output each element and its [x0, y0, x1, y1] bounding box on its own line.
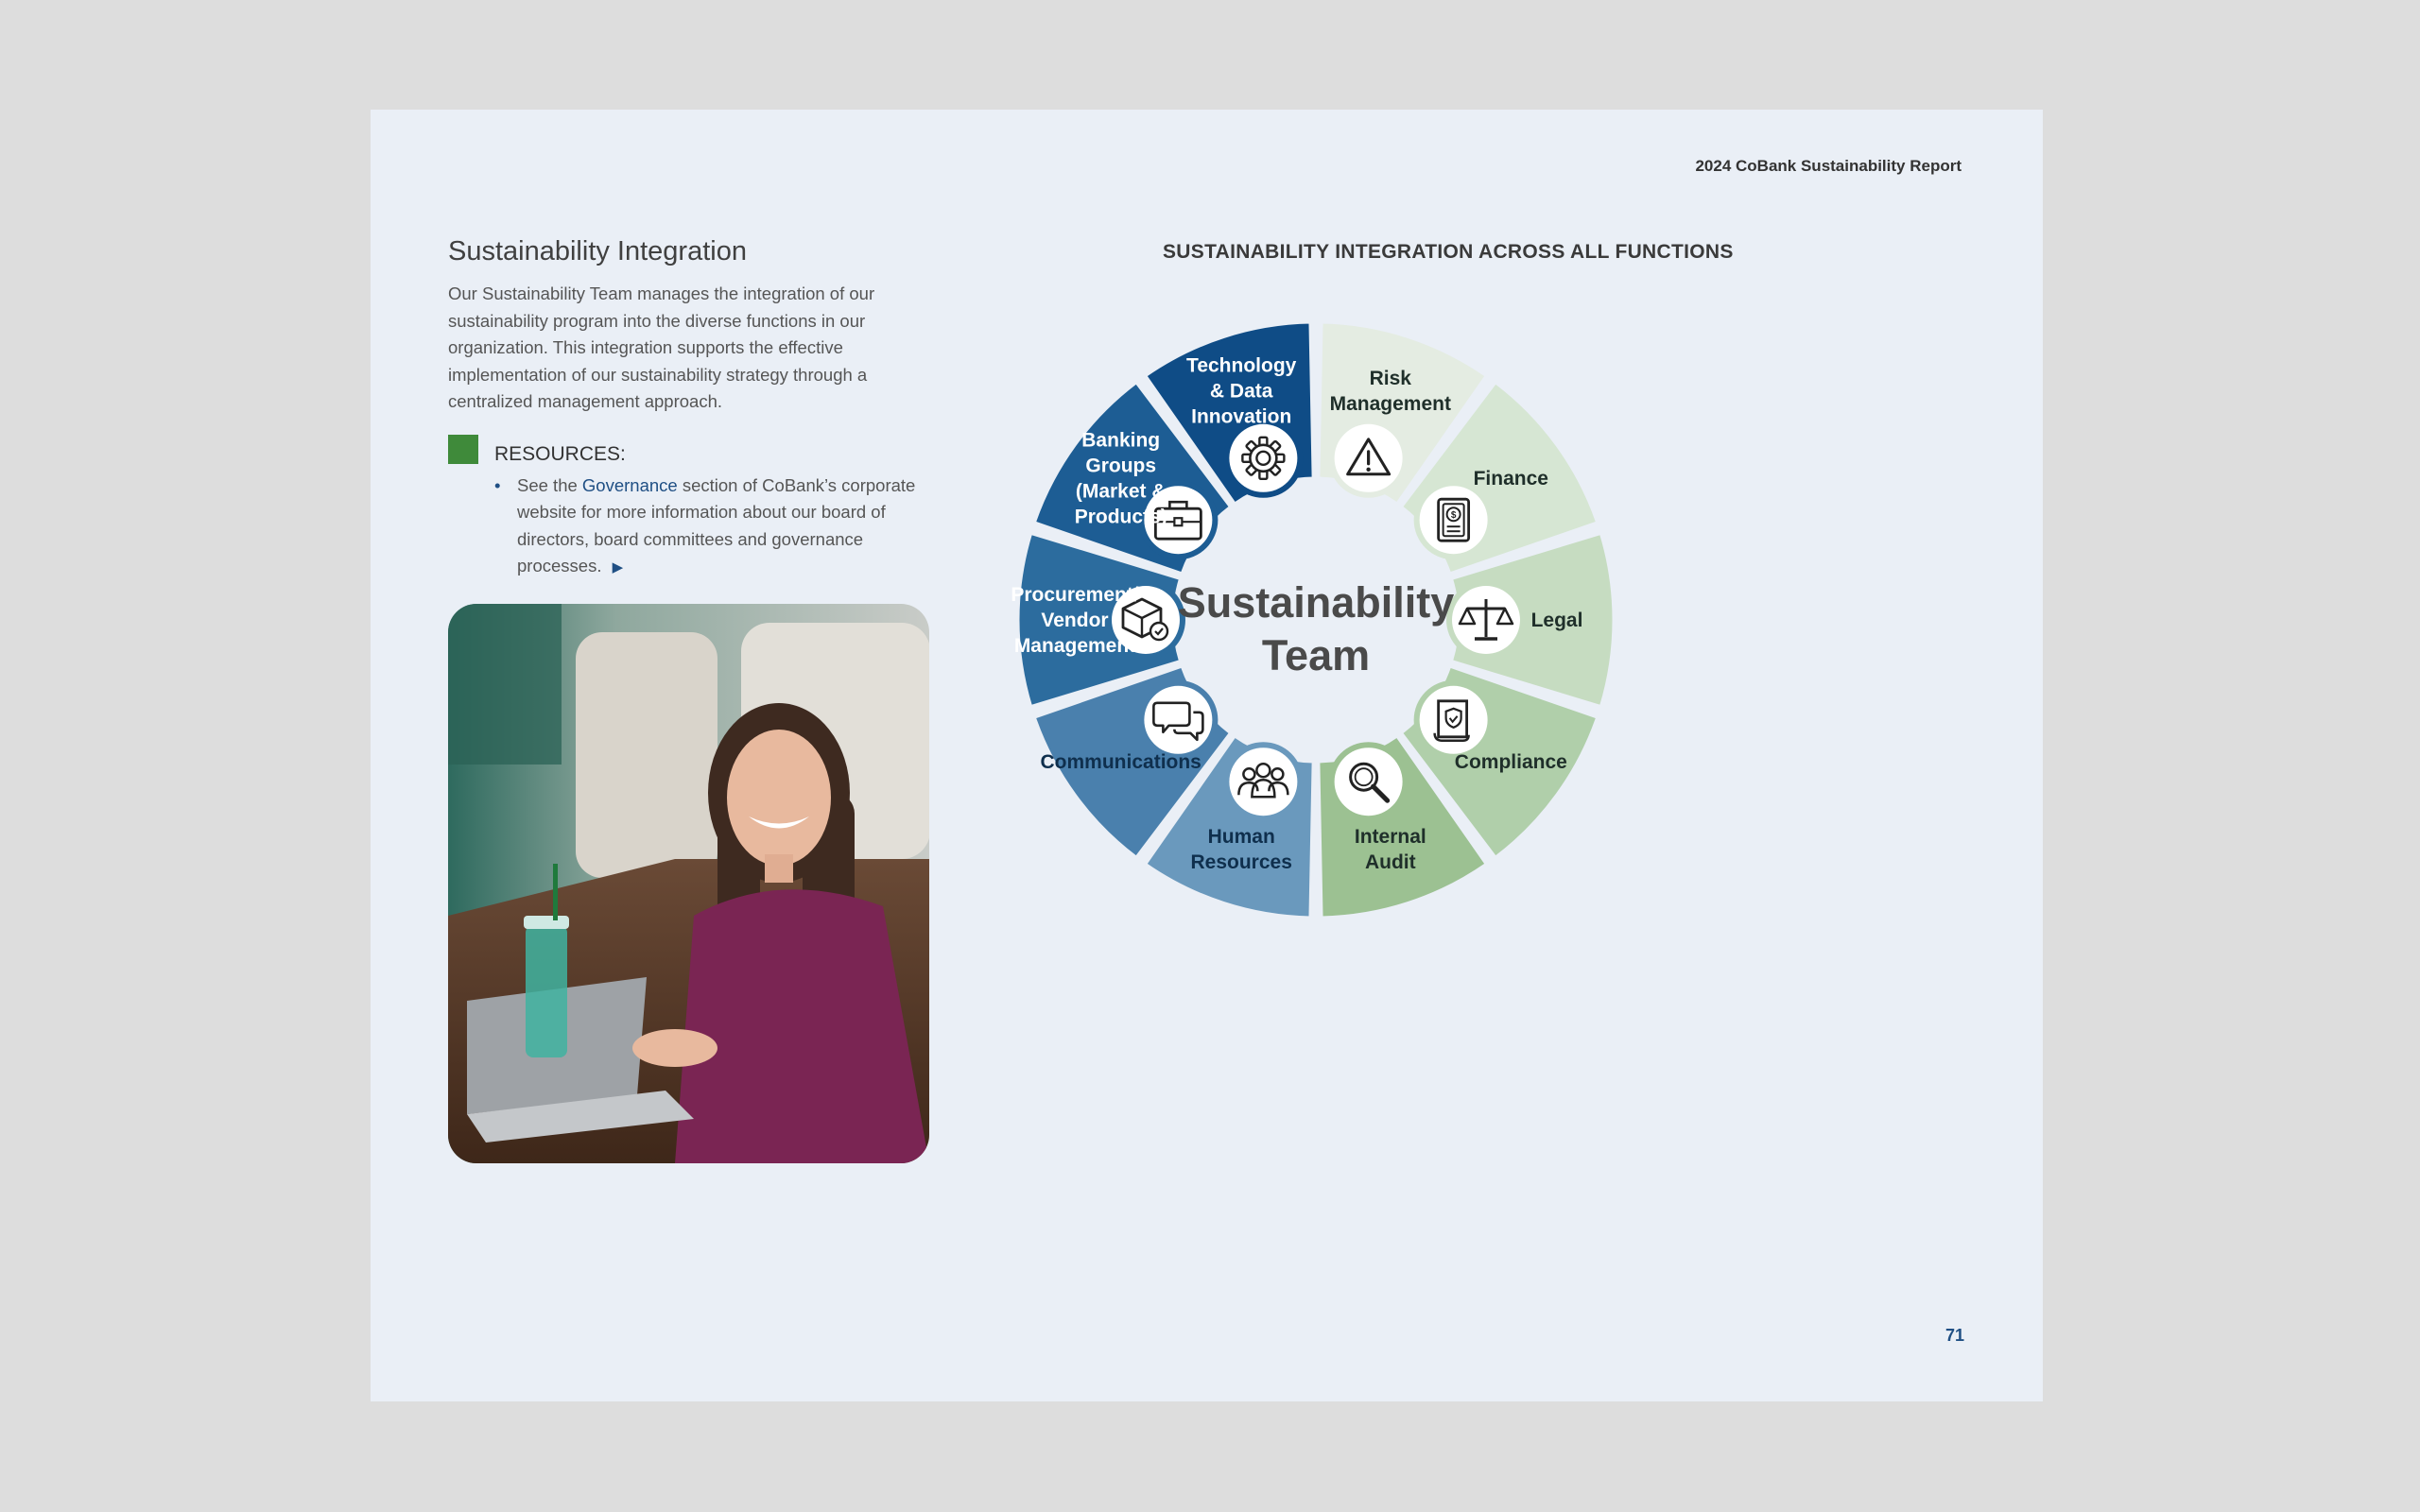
segment-label-line: Audit: [1364, 851, 1416, 874]
segment-label-line: (Market &: [1075, 480, 1167, 503]
segment-label-line: Finance: [1473, 468, 1548, 490]
center-label-line1: Sustainability: [1177, 578, 1455, 627]
resources-list: [494, 472, 940, 582]
resources-marker: [448, 435, 478, 464]
play-arrow-icon[interactable]: ▶: [612, 559, 624, 576]
segment-label-line: Legal: [1530, 610, 1583, 631]
segment-label-line: Management: [1329, 392, 1451, 415]
segment-label: [1531, 610, 1583, 631]
segment-label-line: Innovation: [1191, 405, 1292, 428]
resources-heading: RESOURCES:: [494, 442, 626, 465]
diagram-title: SUSTAINABILITY INTEGRATION ACROSS ALL FUNCTIONS: [1163, 241, 1734, 263]
resources-item-prefix: See the: [517, 474, 578, 495]
segment-label-line: Resources: [1190, 851, 1292, 874]
segment-label: [1455, 751, 1567, 773]
segment-label: [1474, 468, 1548, 490]
segment-label-line: Internal: [1354, 826, 1426, 849]
segment-label-line: Technology: [1186, 354, 1297, 377]
segment-label-line: Compliance: [1454, 750, 1567, 773]
section-heading: Sustainability Integration: [448, 236, 747, 266]
icon-disc: [1335, 747, 1403, 816]
resources-item: [494, 472, 940, 582]
report-title: 2024 CoBank Sustainability Report: [1695, 157, 1962, 175]
segment-label-line: & Data: [1209, 380, 1273, 403]
resources-block: [448, 435, 940, 582]
sustainability-wheel: [985, 289, 1647, 951]
segment-label-line: Banking: [1081, 429, 1161, 452]
segment-label: [1041, 751, 1201, 773]
segment-label-line: Human: [1207, 826, 1275, 849]
segment-label-line: Management: [1013, 635, 1136, 657]
segment-label-line: Groups: [1085, 455, 1157, 477]
governance-link[interactable]: Governance: [581, 474, 678, 495]
center-label-line2: Team: [1261, 631, 1371, 679]
segment-label-line: Products): [1074, 506, 1167, 528]
bullet-icon: •: [494, 474, 501, 495]
employee-photo: [448, 604, 929, 1163]
segment-label-line: Vendor: [1041, 610, 1109, 631]
page-number: 71: [1945, 1326, 1965, 1345]
segment-label-line: Risk: [1369, 367, 1411, 389]
icon-disc: [1229, 747, 1297, 816]
report-page: [371, 110, 2043, 1401]
section-body: Our Sustainability Team manages the integration of our sustainability program into the diverse functions in our organization. This integration supports the effective implementation of our sustainability strategy through a centralized management approach.: [448, 284, 875, 411]
intro-column: [448, 236, 940, 582]
segment-label-line: Procurement/: [1011, 584, 1139, 606]
svg-text:$: $: [1450, 510, 1457, 522]
resources-item-suffix: section of CoBank’s corporate website for more information about our board of directors, board committees and governance processes.: [517, 474, 916, 576]
segment-label-line: Communications: [1040, 750, 1201, 773]
